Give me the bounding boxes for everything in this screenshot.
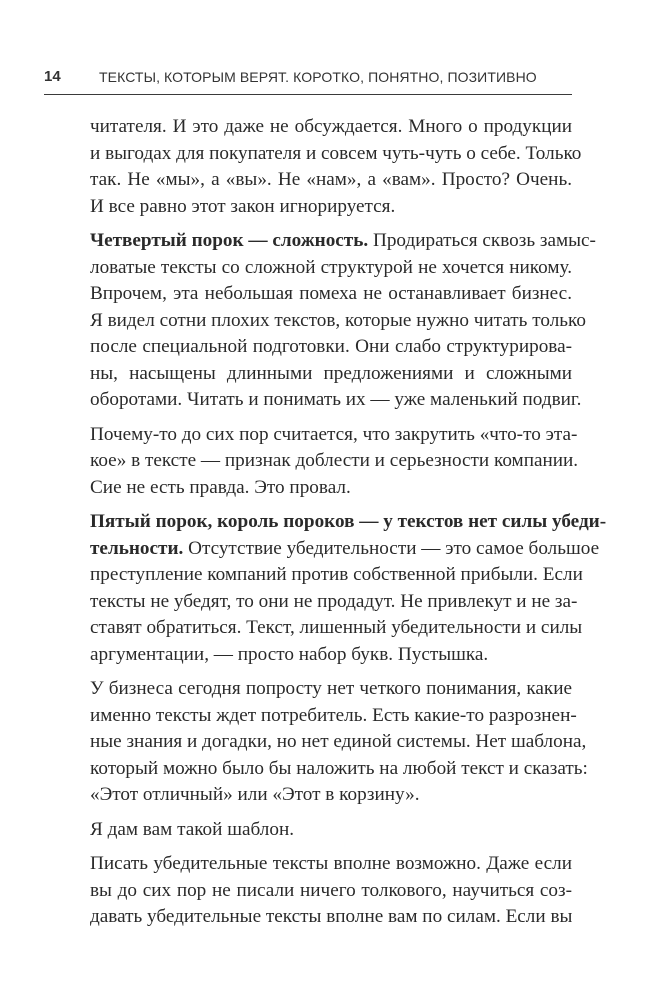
text-line: Я видел сотни плохих текстов, которые нужно читать только: [90, 309, 586, 331]
paragraph: [90, 114, 582, 220]
page-number: 14: [44, 68, 61, 85]
text-line: И все равно этот закон игнорируется.: [90, 195, 396, 217]
text-line: после специальной подготовки. Они слабо структурирова-: [90, 336, 572, 357]
text-line: Я дам вам такой шаблон.: [90, 818, 295, 840]
text-line: Впрочем, эта небольшая помеха не останавливает бизнес.: [90, 283, 572, 304]
body-text: [90, 114, 607, 939]
text-line: который можно было бы наложить на любой текст и сказать:: [90, 757, 588, 779]
text-line: тексты не убедят, то они не продадут. Не привлекут и не за-: [90, 590, 578, 612]
text-segment: Отсутствие убедительности — это самое большое: [183, 537, 600, 559]
book-title: ТЕКСТЫ, КОТОРЫМ ВЕРЯТ. КОРОТКО, ПОНЯТНО, ПОЗИТИВНО: [99, 69, 537, 85]
text-line: Сие не есть правда. Это провал.: [90, 476, 351, 498]
running-head: [44, 66, 572, 95]
bold-lead: Пятый порок, король пороков — у текстов нет силы убеди-: [90, 511, 607, 532]
paragraph: [90, 422, 579, 502]
text-line: [90, 228, 596, 255]
text-line: кое» в тексте — признак доблести и серьезности компании.: [90, 450, 579, 471]
text-line: ставят обратиться. Текст, лишенный убедительности и силы: [90, 617, 583, 638]
text-line: аргументации, — просто набор букв. Пустышка.: [90, 643, 489, 665]
paragraph: [90, 817, 572, 844]
text-line: оборотами. Читать и понимать их — уже маленький подвиг.: [90, 389, 582, 410]
text-line: Почему-то до сих пор считается, что закрутить «что-то эта-: [90, 423, 578, 445]
text-line: преступление компаний против собственной прибыли. Если: [90, 564, 583, 585]
text-line: ловатые тексты со сложной структурой не хочется никому.: [90, 256, 572, 278]
text-segment: Продираться сквозь замыс-: [368, 230, 596, 251]
text-line: и выгодах для покупателя и совсем чуть-чуть о себе. Только: [90, 142, 582, 164]
paragraph: [90, 509, 607, 668]
text-line: ны, насыщены длинными предложениями и сложными: [90, 362, 572, 384]
text-line: Писать убедительные тексты вполне возможно. Даже если: [90, 853, 572, 874]
paragraph: [90, 851, 572, 931]
bold-lead: тельности.: [90, 537, 184, 559]
text-line: [90, 536, 600, 563]
bold-lead: Четвертый порок — сложность.: [90, 230, 369, 251]
text-line: «Этот отличный» или «Этот в корзину».: [90, 784, 420, 805]
text-line: ные знания и догадки, но нет единой системы. Нет шаблона,: [90, 731, 587, 752]
text-line: именно тексты ждет потребитель. Есть какие-то разрознен-: [90, 704, 577, 726]
text-line: так. Не «мы», а «вы». Не «нам», а «вам». Просто? Очень.: [90, 169, 572, 190]
text-line: [90, 509, 607, 536]
paragraph: [90, 228, 596, 414]
text-line: читателя. И это даже не обсуждается. Много о продукции: [90, 116, 572, 137]
text-line: У бизнеса сегодня попросту нет четкого понимания, какие: [90, 678, 572, 699]
paragraph: [90, 676, 588, 809]
text-line: давать убедительные тексты вполне вам по силам. Если вы: [90, 906, 573, 927]
text-line: вы до сих пор не писали ничего толкового, научиться соз-: [90, 879, 572, 901]
